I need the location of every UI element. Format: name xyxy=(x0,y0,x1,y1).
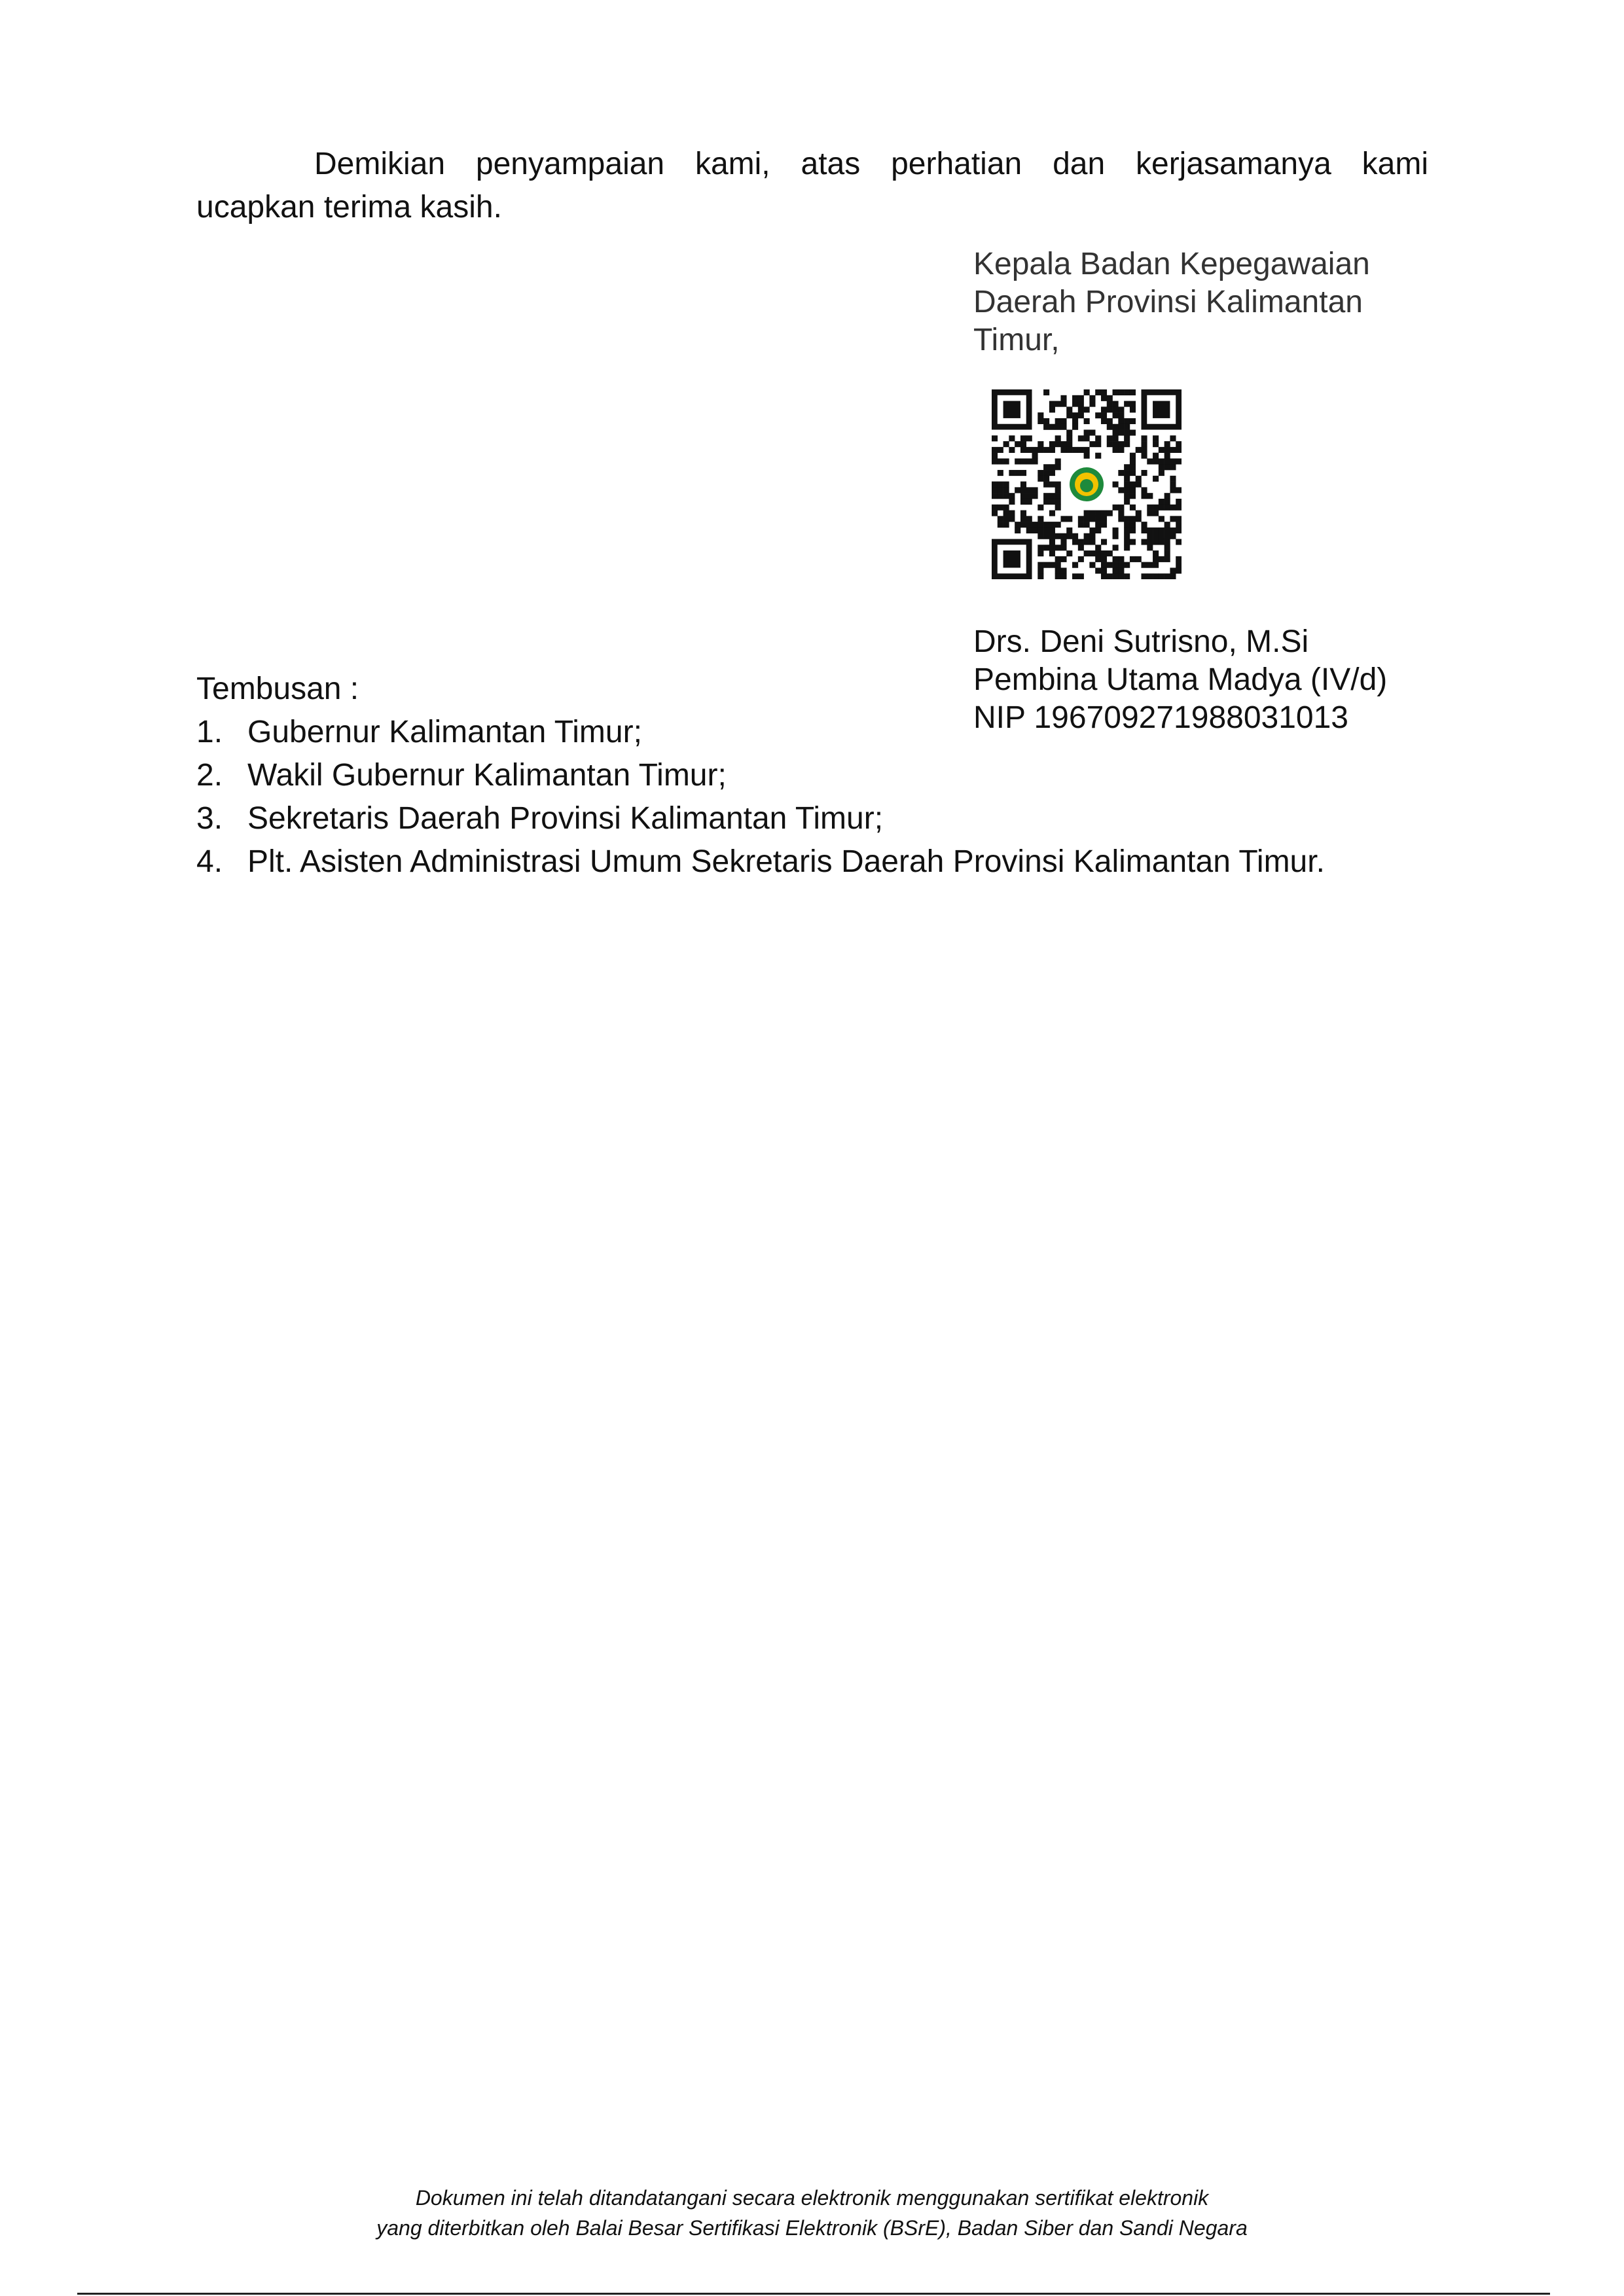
signer-rank: Pembina Utama Madya (IV/d) xyxy=(973,662,1388,697)
qr-code-graphic xyxy=(992,389,1182,579)
cc-item-text: Sekretaris Daerah Provinsi Kalimantan Timur; xyxy=(247,801,884,836)
cc-item-number: 2. xyxy=(196,758,223,793)
cc-list-item xyxy=(196,754,1325,797)
cc-item-number: 1. xyxy=(196,715,223,749)
cc-list-item xyxy=(196,797,1325,840)
footer-line-2: yang diterbitkan oleh Balai Besar Sertifikasi Elektronik (BSrE), Badan Siber dan Sandi Negara xyxy=(376,2216,1248,2240)
qr-code-icon xyxy=(992,389,1182,579)
cc-list xyxy=(196,711,1325,884)
signer-nip: NIP 196709271988031013 xyxy=(973,700,1348,735)
position-line-1: Kepala Badan Kepegawaian xyxy=(973,247,1370,281)
cc-item-text: Gubernur Kalimantan Timur; xyxy=(247,715,642,749)
electronic-signature-footer xyxy=(0,2183,1624,2243)
cc-item-number: 3. xyxy=(196,801,223,836)
carbon-copy-section xyxy=(196,668,1325,884)
signer-name: Drs. Deni Sutrisno, M.Si xyxy=(973,624,1309,659)
cc-list-item xyxy=(196,711,1325,754)
bottom-divider xyxy=(77,2293,1550,2295)
position-line-3: Timur, xyxy=(973,323,1060,357)
cc-item-text: Wakil Gubernur Kalimantan Timur; xyxy=(247,758,727,793)
footer-line-1: Dokumen ini telah ditandatangani secara elektronik menggunakan sertifikat elektronik xyxy=(415,2186,1209,2210)
cc-list-item xyxy=(196,840,1325,884)
position-line-2: Daerah Provinsi Kalimantan xyxy=(973,285,1363,319)
closing-line-2: ucapkan terima kasih. xyxy=(196,190,502,224)
cc-item-text: Plt. Asisten Administrasi Umum Sekretaris Daerah Provinsi Kalimantan Timur. xyxy=(247,844,1325,879)
signatory-position xyxy=(973,245,1432,359)
closing-line-1: Demikian penyampaian kami, atas perhatian dan kerjasamanya kami xyxy=(314,147,1428,181)
cc-item-number: 4. xyxy=(196,844,223,879)
closing-paragraph xyxy=(196,143,1428,229)
cc-title: Tembusan : xyxy=(196,672,359,706)
